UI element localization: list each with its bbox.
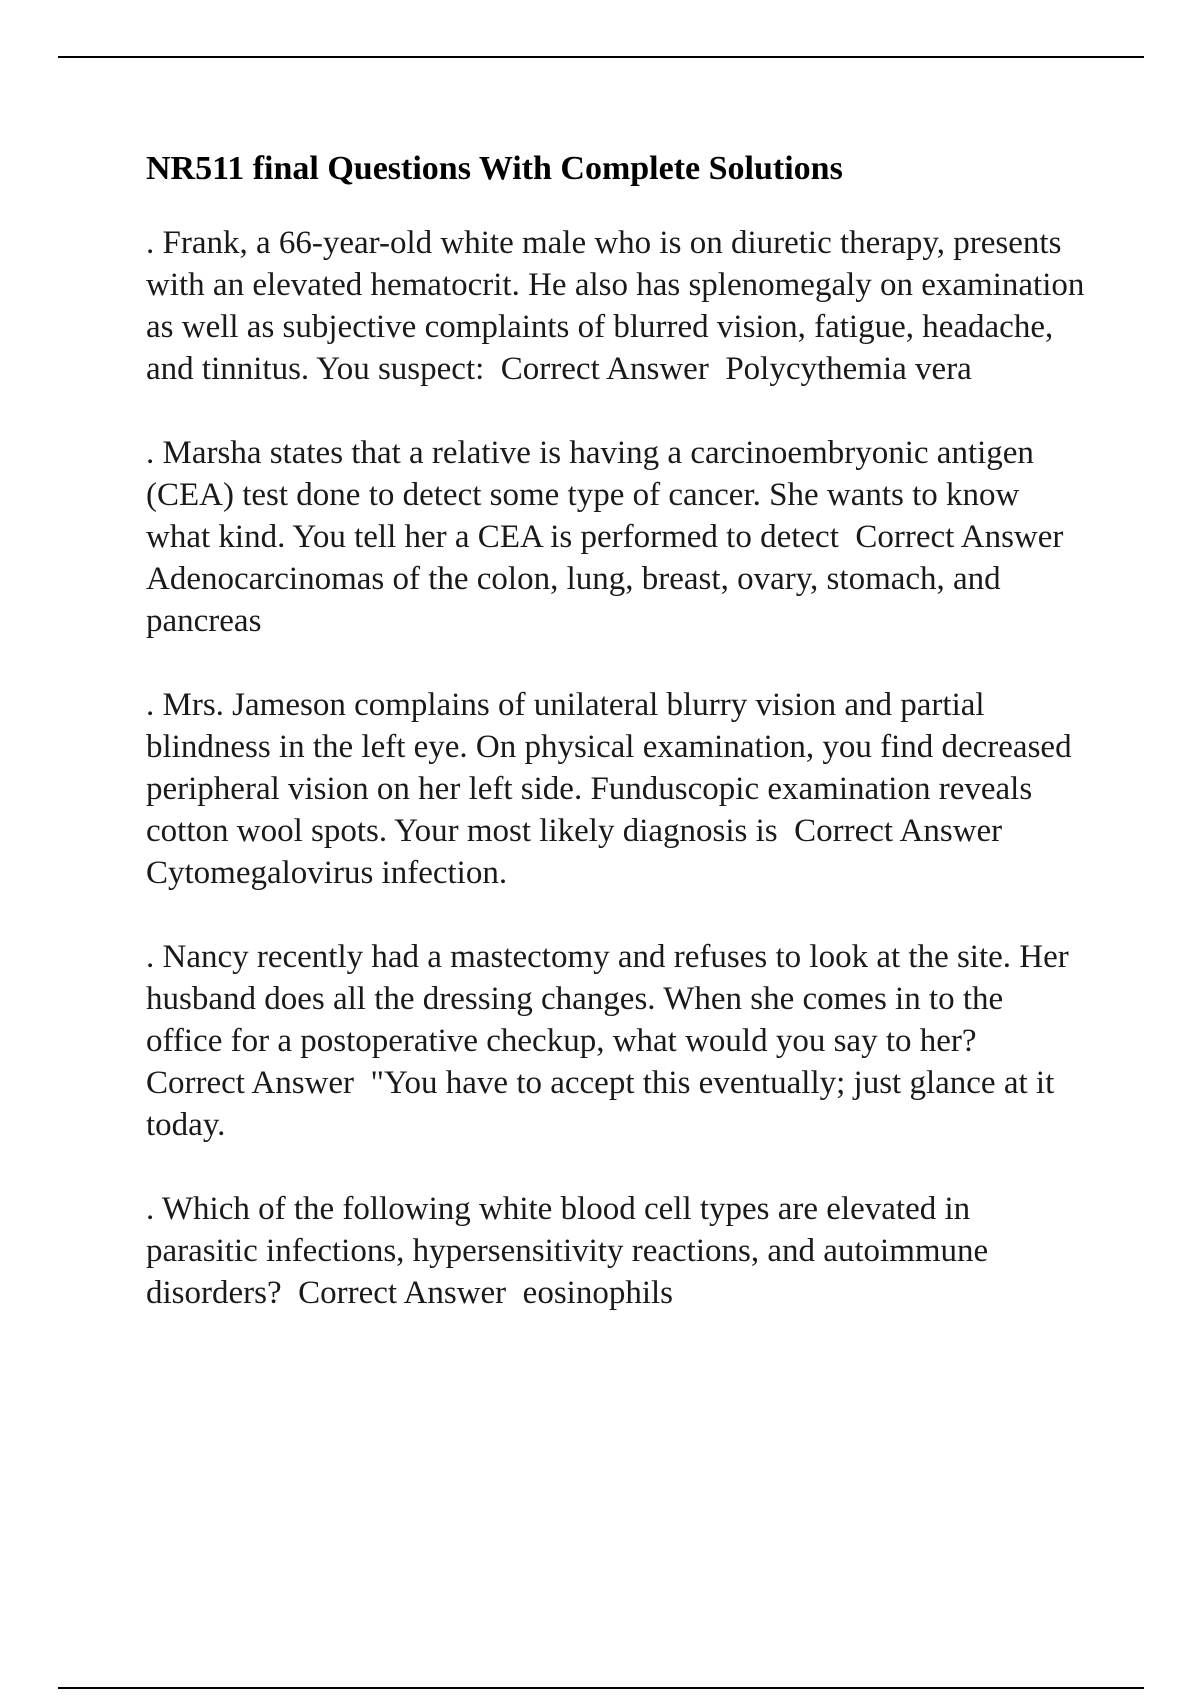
answer-text: Polycythemia vera bbox=[725, 351, 972, 387]
question-text: . Which of the following white blood cell types are elevated in parasitic infections, hypersensitivity reactions, and autoimmune disorders? bbox=[146, 1191, 997, 1311]
answer-label: Correct Answer bbox=[855, 519, 1064, 555]
qa-item bbox=[146, 684, 1086, 894]
question-text: . Marsha states that a relative is having a carcinoembryonic antigen (CEA) test done to detect some type of cancer. She wants to know what kind. You tell her a CEA is performed to detect bbox=[146, 435, 1043, 555]
answer-label: Correct Answer bbox=[146, 1065, 355, 1101]
answer-text: "You have to accept this eventually; just glance at it today. bbox=[146, 1065, 1063, 1143]
question-text: . Nancy recently had a mastectomy and refuses to look at the site. Her husband does all the dressing changes. When she comes in to the office for a postoperative checkup, what would you say to her? bbox=[146, 939, 1078, 1059]
document-title: NR511 final Questions With Complete Solutions bbox=[146, 150, 843, 187]
answer-text: Cytomegalovirus infection. bbox=[146, 855, 508, 891]
bottom-divider bbox=[58, 1687, 1144, 1689]
qa-item bbox=[146, 432, 1086, 642]
qa-item bbox=[146, 936, 1086, 1146]
qa-item bbox=[146, 222, 1093, 390]
question-text: . Frank, a 66-year-old white male who is on diuretic therapy, presents with an elevated hematocrit. He also has splenomegaly on examination as well as subjective complaints of blurred vision, fatigue, headache, and tinnitus. You suspect: bbox=[146, 225, 1093, 387]
document-body bbox=[146, 148, 1093, 1356]
top-divider bbox=[58, 56, 1144, 58]
answer-label: Correct Answer bbox=[794, 813, 1003, 849]
question-text: . Mrs. Jameson complains of unilateral blurry vision and partial blindness in the left eye. On physical examination, you find decreased peripheral vision on her left side. Funduscopic examination reveals cotton wool spots. Your most likely diagnosis is bbox=[146, 687, 1080, 849]
qa-item bbox=[146, 1188, 1086, 1314]
answer-text: eosinophils bbox=[522, 1275, 674, 1311]
answer-label: Correct Answer bbox=[500, 351, 709, 387]
answer-label: Correct Answer bbox=[298, 1275, 507, 1311]
qa-list bbox=[146, 222, 1093, 1314]
answer-text: Adenocarcinomas of the colon, lung, breast, ovary, stomach, and pancreas bbox=[146, 561, 1009, 639]
